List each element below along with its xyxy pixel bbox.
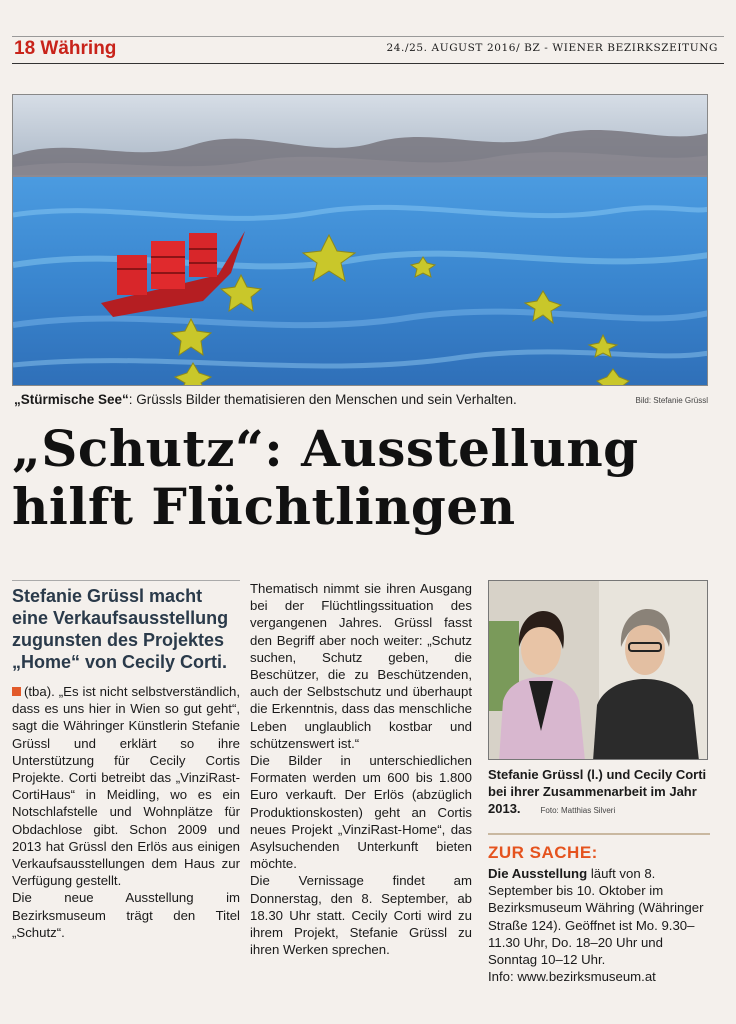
photo-credit: Bild: Stefanie Grüssl — [635, 396, 708, 405]
column-2 — [250, 580, 472, 958]
painting-photo — [12, 94, 708, 386]
portrait-caption-text: Stefanie Grüssl (l.) und Cecily Corti bei ihrer Zusammenarbeit im Jahr 2013. — [488, 767, 707, 816]
portrait-caption — [488, 766, 710, 819]
column-2-paragraph-3: Die Vernissage findet am Donnerstag, den 8. September, ab 18.30 Uhr statt. Cecily Corti wird zu ihrem Projekt, Stefanie Grüssl zu ihren Werken sprechen. — [250, 873, 472, 958]
photo-caption — [14, 392, 614, 407]
portrait-illustration — [489, 581, 708, 760]
caption-bold: „Stürmische See“ — [14, 392, 129, 407]
column-2-paragraph-2: Die Bilder in unterschiedlichen Formaten werden um 600 bis 1.800 Euro verkauft. Der Erlös (abzüglich Produktionskosten) geht an Cortis neues Projekt „VinziRast-Home“, das Asylsuchenden Unterkunft bieten möchte. — [250, 753, 472, 872]
headline-line-1: „Schutz“: Ausstellung — [12, 419, 639, 478]
author-tag: (tba). — [24, 684, 55, 699]
painting-illustration — [13, 95, 708, 386]
info-box-bold-lead: Die Ausstellung — [488, 866, 588, 881]
info-box-details: läuft von 8. September bis 10. Oktober im Bezirksmuseum Währing (Währinger Straße 124). Geöffnet ist Mo. 9.30–11.30 Uhr, Do. 18–20 Uhr und Sonntag 10–12 Uhr. — [488, 866, 704, 968]
column-1-text — [12, 683, 240, 941]
page-label: 18 Währing — [14, 38, 117, 59]
portrait-credit: Foto: Matthias Silveri — [540, 806, 616, 815]
column-2-paragraph-1: Thematisch nimmt sie ihren Ausgang bei der Flüchtlingssituation des vergangenen Jahres. Grüssl fasst den Begriff aber noch weiter: „Schutz suchen, Schutz geben, die Beschützer, die zu Beschützenden, auch der Selbstschutz und überhaupt die Erkenntnis, dass das menschliche Leben unglaublich kostbar und schützenswert ist.“ — [250, 581, 472, 751]
portrait-photo — [488, 580, 708, 760]
info-box-rule — [488, 833, 710, 835]
issue-line: 24./25. AUGUST 2016/ BZ - WIENER BEZIRKSZEITUNG — [386, 42, 718, 54]
author-marker-icon — [12, 687, 21, 696]
info-box-website: Info: www.bezirksmuseum.at — [488, 969, 656, 985]
info-box-text — [488, 865, 710, 985]
page-header — [12, 34, 724, 64]
column-2-text — [250, 580, 472, 958]
column-1-paragraph-2: Die neue Ausstellung im Bezirksmuseum trägt den Titel „Schutz“. — [12, 890, 240, 940]
lead-paragraph: Stefanie Grüssl macht eine Verkaufsausstellung zugunsten des Projektes „Home“ von Cecily Corti. — [12, 580, 240, 673]
caption-rest: : Grüssls Bilder thematisieren den Menschen und sein Verhalten. — [128, 392, 517, 407]
info-box-title: ZUR SACHE: — [488, 843, 598, 862]
column-3 — [488, 580, 710, 985]
column-1 — [12, 580, 240, 941]
column-1-paragraph-1 — [12, 683, 240, 889]
article-headline — [12, 420, 724, 536]
headline-line-2: hilft Flüchtlingen — [12, 477, 516, 536]
paragraph-text: „Es ist nicht selbstverständlich, dass es uns hier in Wien so gut geht“, sagt die Währinger Künstlerin Stefanie Grüssl und erklärt so ihre Unterstützung für Cecily Cortis Projekte. Corti betreibt das „VinziRast-CortiHaus“ in Meidling, wo es ein Notschlafstelle und Wohnplätze für Obdachlose gibt. Schon 2009 und 2013 hat Grüssl den Erlös aus einigen Verkaufsausstellungen dem Haus zur Verfügung gestellt. — [12, 684, 240, 889]
